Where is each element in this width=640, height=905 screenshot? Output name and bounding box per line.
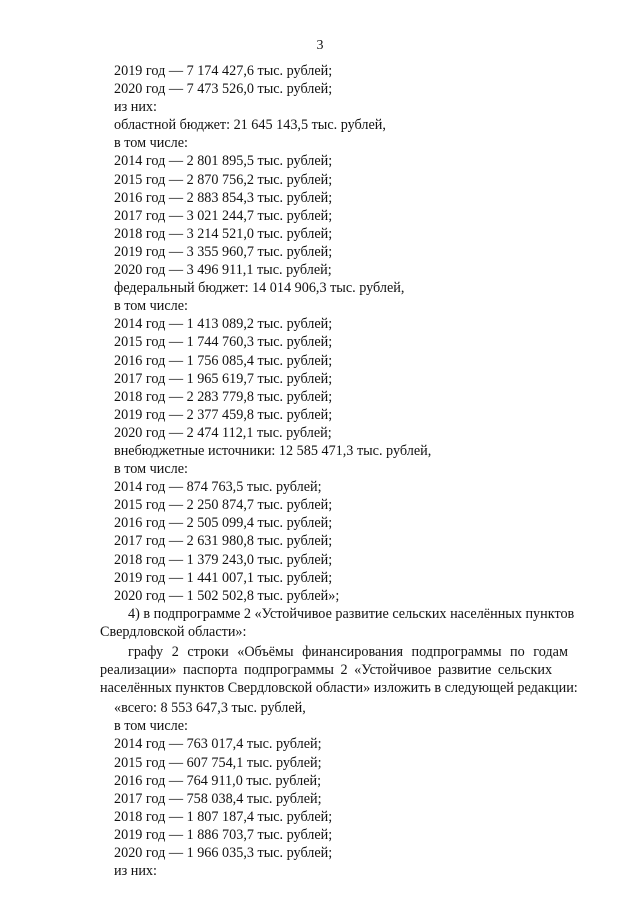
list-item: 2018 год — 1 379 243,0 тыс. рублей; [114, 551, 333, 568]
list-item: 2015 год — 2 870 756,2 тыс. рублей; [114, 171, 333, 188]
list-item: 2017 год — 1 965 619,7 тыс. рублей; [114, 370, 333, 387]
list-item: 2019 год — 3 355 960,7 тыс. рублей; [114, 243, 333, 260]
list-item: 2020 год — 2 474 112,1 тыс. рублей; [114, 424, 332, 441]
list-item: 2014 год — 874 763,5 тыс. рублей; [114, 479, 322, 496]
list-item: 2018 год — 2 283 779,8 тыс. рублей; [114, 388, 333, 405]
list-item: 2016 год — 2 883 854,3 тыс. рублей; [114, 189, 333, 206]
list-item: 2017 год — 758 038,4 тыс. рублей; [114, 790, 322, 807]
list-item: в том числе: [114, 461, 188, 478]
list-item: 2017 год — 2 631 980,8 тыс. рублей; [114, 533, 333, 550]
list-item: 2016 год — 1 756 085,4 тыс. рублей; [114, 352, 333, 369]
paragraph-4-line-1: 4) в подпрограмме 2 «Устойчивое развитие сельских населённых пунктов [128, 605, 575, 622]
page-number: 3 [316, 38, 324, 53]
list-item: 2020 год — 3 496 911,1 тыс. рублей; [114, 262, 332, 279]
paragraph-5-line-3: населённых пунктов Свердловской области» изложить в следующей редакции: [100, 680, 578, 697]
list-item: 2019 год — 1 441 007,1 тыс. рублей; [114, 569, 333, 586]
list-item: в том числе: [114, 298, 188, 315]
list-item: 2018 год — 3 214 521,0 тыс. рублей; [114, 225, 333, 242]
list-item: в том числе: [114, 718, 188, 735]
list-item: 2017 год — 3 021 244,7 тыс. рублей; [114, 207, 333, 224]
list-item: 2015 год — 2 250 874,7 тыс. рублей; [114, 497, 333, 514]
paragraph-5-line-2: реализации» паспорта подпрограммы 2 «Устойчивое развитие сельских [100, 662, 553, 679]
document-body [100, 62, 612, 880]
list-item: областной бюджет: 21 645 143,5 тыс. рублей, [114, 117, 386, 134]
list-item: 2016 год — 2 505 099,4 тыс. рублей; [114, 515, 333, 532]
list-item: 2020 год — 1 966 035,3 тыс. рублей; [114, 845, 333, 862]
list-item: 2015 год — 607 754,1 тыс. рублей; [114, 754, 322, 771]
funding-list-a [114, 62, 612, 605]
list-item: 2014 год — 763 017,4 тыс. рублей; [114, 736, 322, 753]
list-item: из них: [114, 99, 157, 116]
list-item: 2016 год — 764 911,0 тыс. рублей; [114, 772, 322, 789]
list-item: из них: [114, 863, 157, 880]
list-item: 2019 год — 2 377 459,8 тыс. рублей; [114, 406, 333, 423]
list-item: 2020 год — 1 502 502,8 тыс. рублей»; [114, 587, 340, 604]
list-item: 2019 год — 7 174 427,6 тыс. рублей; [114, 63, 333, 79]
list-item: 2014 год — 1 413 089,2 тыс. рублей; [114, 316, 333, 333]
list-item: в том числе: [114, 135, 188, 152]
list-item: 2020 год — 7 473 526,0 тыс. рублей; [114, 81, 333, 98]
paragraph-5-line-1: графу 2 строки «Объёмы финансирования подпрограммы по годам [128, 644, 568, 660]
paragraph-4-line-2: Свердловской области»: [100, 623, 247, 640]
funding-list-b [114, 699, 612, 880]
list-item: внебюджетные источники: 12 585 471,3 тыс. рублей, [114, 442, 432, 459]
list-item: 2019 год — 1 886 703,7 тыс. рублей; [114, 826, 333, 843]
list-item: 2018 год — 1 807 187,4 тыс. рублей; [114, 808, 333, 825]
list-item: 2014 год — 2 801 895,5 тыс. рублей; [114, 153, 333, 170]
list-item: федеральный бюджет: 14 014 906,3 тыс. рублей, [114, 280, 405, 297]
list-item: 2015 год — 1 744 760,3 тыс. рублей; [114, 334, 333, 351]
list-item: «всего: 8 553 647,3 тыс. рублей, [114, 700, 306, 717]
